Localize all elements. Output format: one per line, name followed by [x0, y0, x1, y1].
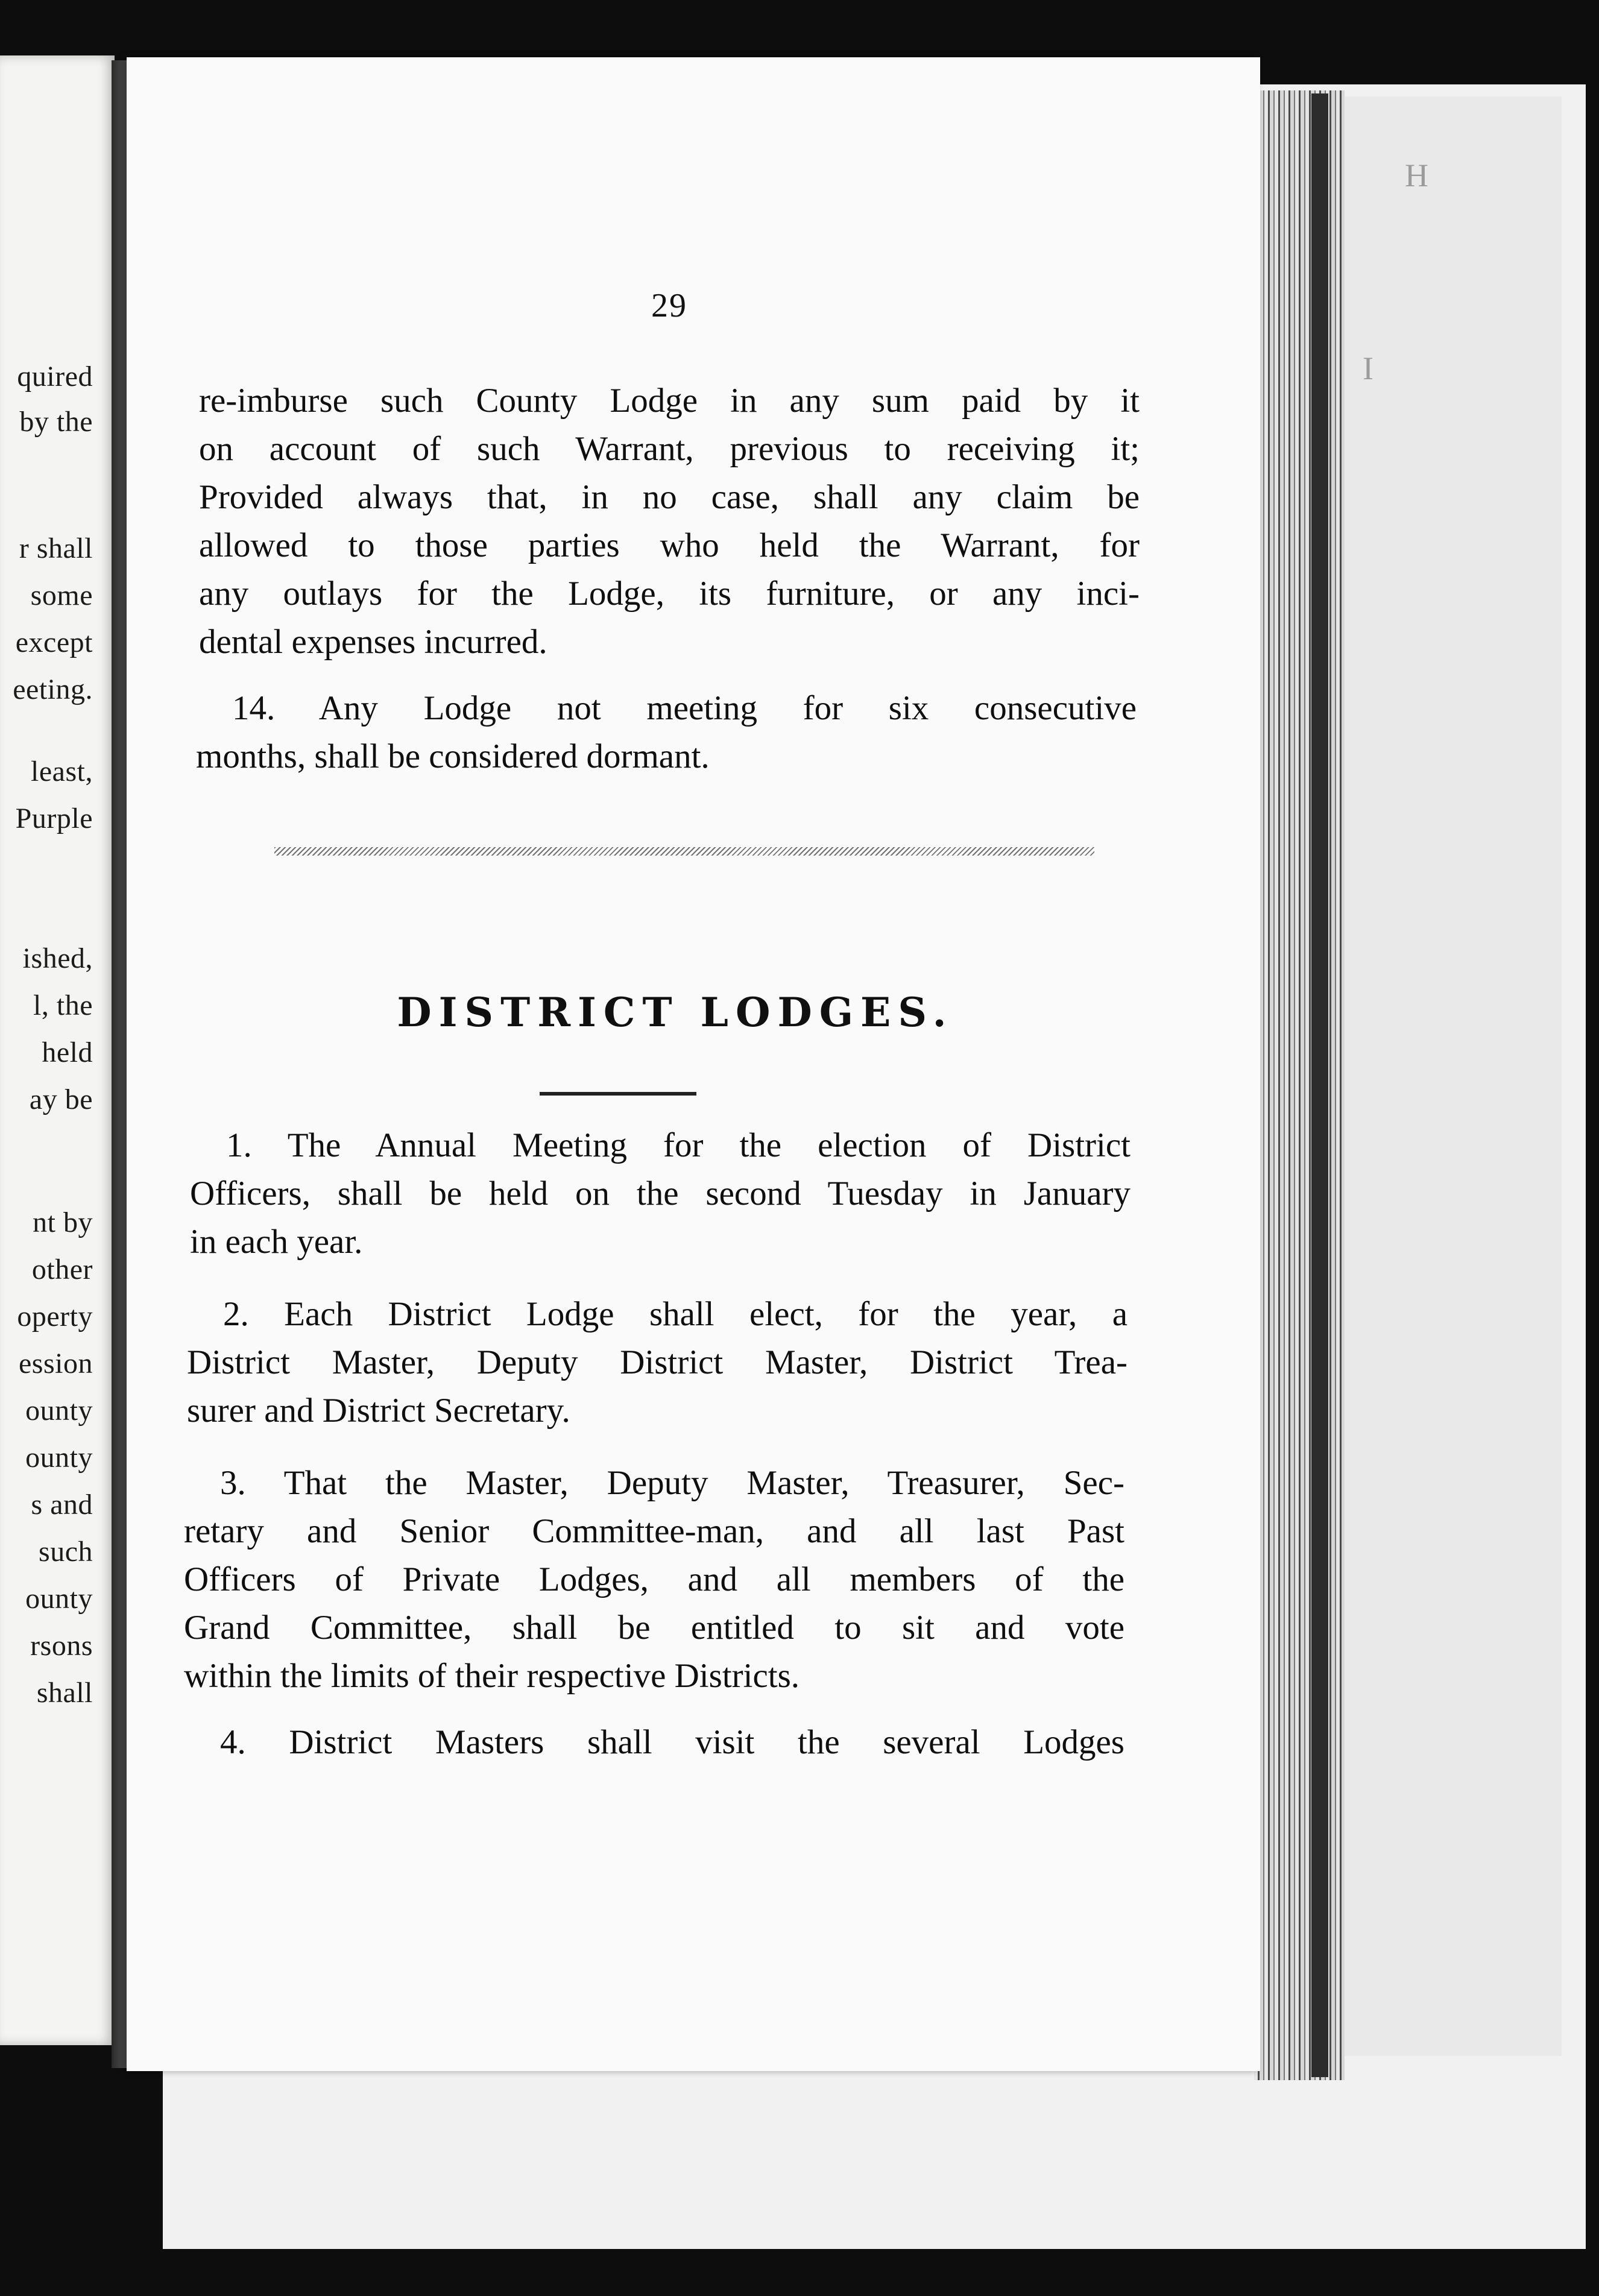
left-page-line: ay be	[29, 1083, 93, 1115]
page-edge-shadow	[1311, 93, 1328, 2077]
text-line: Grand Committee, shall be entitled to sit and vote	[184, 1609, 1124, 1647]
text-line: allowed to those parties who held the Warrant, for	[199, 526, 1140, 564]
left-page-line: ounty	[25, 1583, 93, 1615]
section-heading: DISTRICT LODGES.	[397, 989, 954, 1036]
text-line: 1. The Annual Meeting for the election of District	[226, 1126, 1131, 1164]
left-page-line: other	[31, 1254, 93, 1285]
left-page-line: quired	[17, 361, 93, 393]
rule-4	[184, 1718, 1124, 1767]
text-line: on account of such Warrant, previous to receiving it;	[199, 430, 1140, 468]
text-line: Officers of Private Lodges, and all members of the	[184, 1560, 1124, 1598]
left-page-line: least,	[31, 755, 93, 787]
text-line: retary and Senior Committee-man, and all last Past	[184, 1512, 1124, 1550]
text-line: in each year.	[190, 1223, 363, 1261]
text-line: any outlays for the Lodge, its furniture, or any inci-	[199, 575, 1140, 613]
left-page-line: by the	[19, 406, 93, 438]
page-edges	[1254, 90, 1345, 2080]
text-line: Provided always that, in no case, shall any claim be	[199, 478, 1140, 516]
page-number: 29	[651, 287, 687, 324]
left-facing-page	[0, 55, 115, 2045]
left-page-line: except	[15, 626, 93, 658]
left-page-line: Purple	[15, 803, 93, 834]
text-line: re-imburse such County Lodge in any sum paid by it	[199, 382, 1140, 420]
text-line: 4. District Masters shall visit the several Lodges	[220, 1723, 1124, 1761]
left-page-line: rsons	[30, 1630, 93, 1662]
wavy-divider	[274, 847, 1094, 856]
left-page-line: ounty	[25, 1442, 93, 1474]
rule-1	[190, 1121, 1131, 1266]
text-line: Officers, shall be held on the second Tuesday in January	[190, 1175, 1131, 1213]
text-line: 3. That the Master, Deputy Master, Treasurer, Sec-	[220, 1464, 1124, 1502]
paragraph-continuation	[199, 377, 1140, 666]
rule-14	[196, 684, 1137, 781]
text-line: 2. Each District Lodge shall elect, for the year, a	[223, 1295, 1128, 1333]
left-page-line: eeting.	[13, 673, 93, 705]
left-page-line: s and	[31, 1489, 93, 1521]
left-page-line: some	[30, 579, 93, 611]
left-page-line: shall	[36, 1677, 93, 1709]
text-line: surer and District Secretary.	[187, 1392, 570, 1430]
right-strip-mark: H	[1405, 157, 1428, 194]
text-line: District Master, Deputy District Master, District Trea-	[187, 1343, 1128, 1381]
left-page-line: ounty	[25, 1395, 93, 1427]
text-line: 14. Any Lodge not meeting for six consecutive	[232, 689, 1137, 727]
heading-underline	[540, 1092, 696, 1096]
right-strip-mark: I	[1363, 350, 1374, 386]
page	[127, 57, 1260, 2071]
rule-3	[184, 1459, 1124, 1700]
text-line: within the limits of their respective Districts.	[184, 1657, 800, 1695]
left-page-line: ished,	[22, 942, 93, 974]
left-page-line: such	[39, 1536, 93, 1568]
left-page-line: held	[42, 1036, 93, 1068]
right-page-strip	[1345, 96, 1562, 2056]
text-line: months, shall be considered dormant.	[196, 737, 710, 775]
rule-2	[187, 1290, 1128, 1435]
left-page-line: operty	[17, 1301, 93, 1332]
left-page-line: ession	[19, 1348, 93, 1380]
left-page-line: nt by	[33, 1206, 93, 1238]
left-page-line: l, the	[33, 989, 93, 1021]
text-line: dental expenses incurred.	[199, 623, 547, 661]
left-page-line: r shall	[19, 532, 93, 564]
